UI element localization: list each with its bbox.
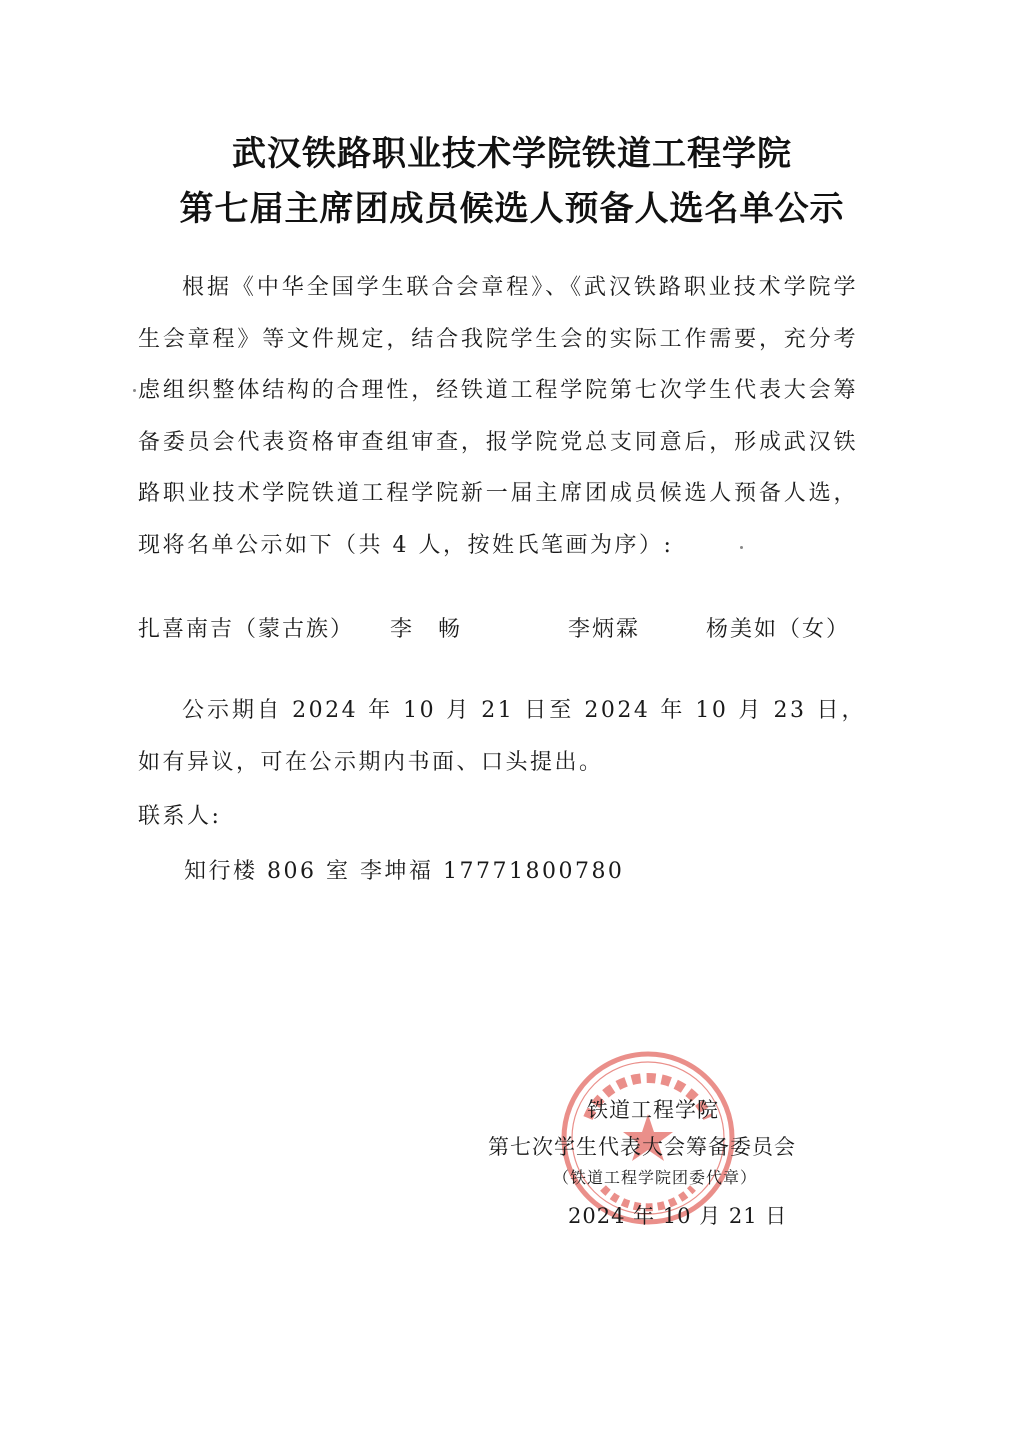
title-line-2: 第七届主席团成员候选人预备人选名单公示 — [179, 189, 845, 229]
contact-info: 知行楼 806 室 李坤福 17771800780 — [184, 859, 625, 884]
candidate-1: 扎喜南吉（蒙古族） — [138, 617, 355, 642]
signature-org-2: 第七次学生代表大会筹备委员会 — [488, 1135, 796, 1159]
scan-speck — [740, 546, 743, 549]
contact-label: 联系人: — [138, 804, 222, 829]
body-paragraph-2: 公示期自 2024 年 10 月 21 日至 2024 年 10 月 23 日，如有异议，可在公示期内书面、口头提出。 — [138, 698, 866, 775]
signature-org-3: （铁道工程学院团委代章） — [553, 1168, 758, 1187]
candidate-2: 李 畅 — [390, 617, 463, 642]
candidate-4: 杨美如（女） — [706, 617, 851, 642]
candidate-3: 李炳霖 — [568, 617, 641, 642]
signature-org-1: 铁道工程学院 — [587, 1098, 719, 1122]
title-line-1: 武汉铁路职业技术学院铁道工程学院 — [232, 134, 792, 174]
signature-date: 2024 年 10 月 21 日 — [568, 1204, 788, 1228]
scan-speck — [133, 389, 136, 392]
body-paragraph-1: 根据《中华全国学生联合会章程》、《武汉铁路职业技术学院学生会章程》等文件规定，结合我院学生会的实际工作需要，充分考虑组织整体结构的合理性，经铁道工程学院第七次学生代表大会筹备委员会代表资格审查组审查，报学院党总支同意后，形成武汉铁路职业技术学院铁道工程学院新一届主席团成员候选人预备人选，现将名单公示如下（共 4 人，按姓氏笔画为序）: — [138, 275, 858, 558]
